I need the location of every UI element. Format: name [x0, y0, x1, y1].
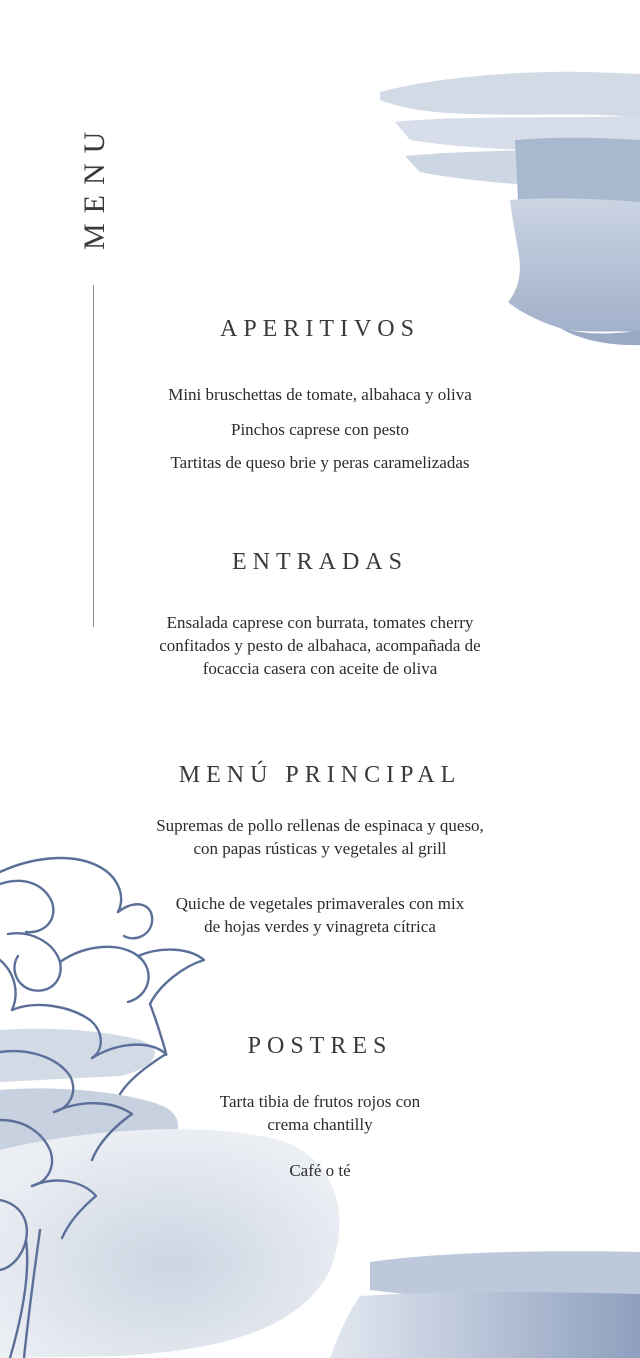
- section-heading-postres: POSTRES: [247, 1033, 393, 1059]
- menu-item: focaccia casera con aceite de oliva: [202, 659, 438, 678]
- menu-item: Supremas de pollo rellenas de espinaca y queso,: [156, 816, 484, 835]
- menu-item: con papas rústicas y vegetales al grill: [193, 839, 447, 858]
- bottom-right-brush-strokes: [330, 1251, 640, 1358]
- menu-item: Pinchos caprese con pesto: [231, 420, 409, 439]
- menu-item: Ensalada caprese con burrata, tomates cherry: [166, 613, 474, 632]
- top-right-brush-strokes: [380, 72, 640, 345]
- section-heading-entradas: ENTRADAS: [231, 549, 408, 575]
- section-heading-aperitivos: APERITIVOS: [219, 316, 420, 342]
- menu-item: crema chantilly: [267, 1115, 373, 1134]
- menu-item: confitados y pesto de albahaca, acompañada de: [159, 636, 481, 655]
- menu-item: Tarta tibia de frutos rojos con: [219, 1092, 421, 1111]
- bottom-left-wash: [0, 1029, 339, 1358]
- menu-item: Café o té: [289, 1161, 351, 1180]
- menu-item: Quiche de vegetales primaverales con mix: [175, 894, 465, 913]
- menu-title: MENU: [78, 121, 111, 250]
- menu-item: Mini bruschettas de tomate, albahaca y oliva: [168, 385, 472, 404]
- section-heading-menu-principal: MENÚ PRINCIPAL: [178, 762, 462, 788]
- menu-item: Tartitas de queso brie y peras caramelizadas: [170, 453, 470, 472]
- menu-item: de hojas verdes y vinagreta cítrica: [204, 917, 436, 936]
